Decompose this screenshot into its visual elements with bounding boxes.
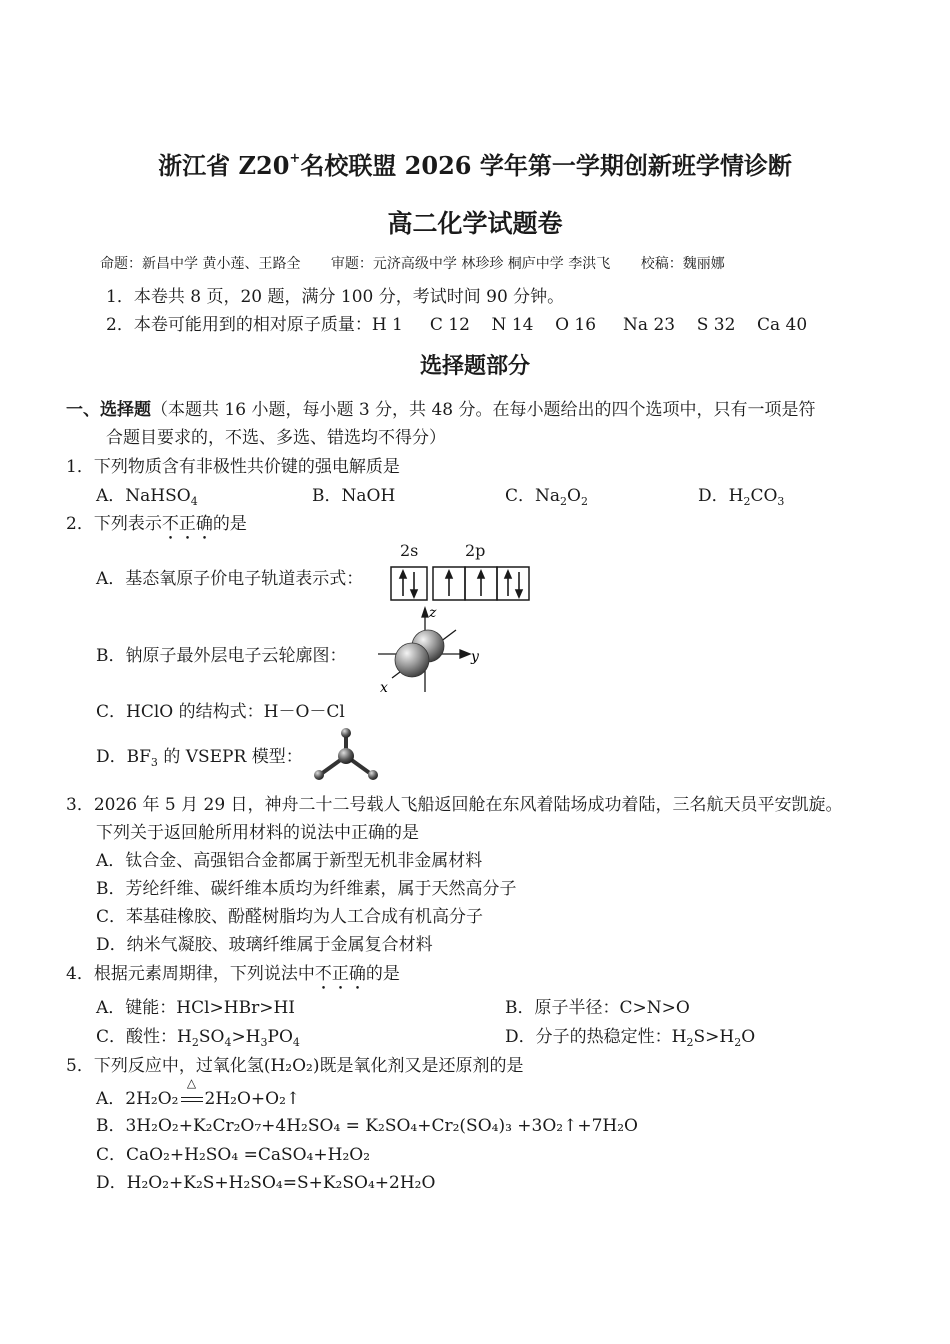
axis-z-label: z xyxy=(429,605,437,621)
heat-condition xyxy=(180,1076,204,1109)
q4-c-s2: 4 xyxy=(224,1036,232,1049)
q1-d-pre: D．H xyxy=(698,486,744,506)
q1-c-mid: O xyxy=(567,486,581,506)
part1-desc2: 合题目要求的，不选、多选、错选均不得分） xyxy=(106,428,446,448)
proposer: 命题：新昌中学 黄小莲、王路全 xyxy=(100,256,301,272)
q2-stem-emphasis: 不正确 xyxy=(161,514,213,534)
q1-option-a xyxy=(96,481,198,506)
q4-d-m2: O xyxy=(741,1027,756,1047)
q4-stem-pre: 4．根据元素周期律，下列说法中 xyxy=(66,964,315,984)
q2-option-b: B．钠原子最外层电子云轮廓图： xyxy=(96,646,347,666)
q5-option-a xyxy=(96,1076,301,1109)
q4-c-pre: C．酸性：H xyxy=(96,1027,192,1047)
q5-a-post: 2H₂O+O₂↑ xyxy=(204,1089,301,1109)
q1-d-sub2: 3 xyxy=(777,495,785,508)
orbital-label-2s: 2s xyxy=(400,541,419,560)
exam-subtitle: 高二化学试题卷 xyxy=(387,209,563,238)
f-atom-top xyxy=(341,728,351,738)
axis-x-label: x xyxy=(380,680,388,696)
author-line xyxy=(100,253,751,273)
q4-d-s1: 2 xyxy=(686,1036,694,1049)
q4-stem-post: 的是 xyxy=(365,964,400,984)
title-sup: + xyxy=(289,151,301,166)
q4-c-m2: >H xyxy=(231,1027,261,1047)
q4-stem xyxy=(66,959,400,994)
q4-option-d xyxy=(505,1022,755,1047)
q3-option-b: B．芳纶纤维、碳纤维本质均为纤维素，属于天然高分子 xyxy=(96,879,517,899)
q1-c-sub1: 2 xyxy=(560,495,568,508)
orbital-box-2s xyxy=(391,567,427,600)
orbital-label-2p: 2p xyxy=(465,541,486,560)
q2-stem-post: 的是 xyxy=(212,514,247,534)
bf3-vsepr-model xyxy=(306,725,386,785)
section-title: 选择题部分 xyxy=(419,353,530,379)
q2-option-d xyxy=(96,742,303,767)
q5-option-d: D．H₂O₂+K₂S+H₂SO₄=S+K₂SO₄+2H₂O xyxy=(96,1173,436,1193)
q2-stem-pre: 2．下列表示 xyxy=(66,514,162,534)
q2-stem xyxy=(66,509,247,544)
q4-stem-emphasis: 不正确 xyxy=(314,964,366,984)
q4-d-s2: 2 xyxy=(734,1036,742,1049)
exam-title xyxy=(0,146,950,181)
q4-option-c xyxy=(96,1022,300,1047)
reviewer: 审题：元济高级中学 林珍珍 桐庐中学 李洪飞 xyxy=(330,256,611,272)
q5-stem: 5．下列反应中，过氧化氢(H₂O₂)既是氧化剂又是还原剂的是 xyxy=(66,1056,524,1076)
title-post: 名校联盟 2026 学年第一学期创新班学情诊断 xyxy=(300,151,792,180)
q1-d-sub1: 2 xyxy=(743,495,751,508)
proofreader: 校稿：魏丽娜 xyxy=(640,256,725,272)
q3-option-a: A．钛合金、高强铝合金都属于新型无机非金属材料 xyxy=(96,851,483,871)
q3-option-c: C．苯基硅橡胶、酚醛树脂均为人工合成有机高分子 xyxy=(96,907,484,927)
q4-option-b: B．原子半径：C>N>O xyxy=(505,998,690,1018)
q4-c-s4: 4 xyxy=(292,1036,300,1049)
part1-heading xyxy=(66,395,816,420)
q5-option-c: C．CaO₂+H₂SO₄ =CaSO₄+H₂O₂ xyxy=(96,1145,371,1165)
q4-option-a: A．键能：HCl>HBr>HI xyxy=(96,998,296,1018)
q1-option-b: B．NaOH xyxy=(312,486,396,506)
q3-option-d: D．纳米气凝胶、玻璃纤维属于金属复合材料 xyxy=(96,935,433,955)
orbital-box-2p-3 xyxy=(497,567,529,600)
q4-c-s3: 3 xyxy=(260,1036,268,1049)
q1-option-d xyxy=(698,481,784,506)
q2-option-c: C．HClO 的结构式：H－O－Cl xyxy=(96,702,345,722)
q4-c-m3: PO xyxy=(267,1027,293,1047)
heat-symbol: △ xyxy=(186,1076,197,1090)
sodium-orbital-figure xyxy=(370,604,490,696)
q1-c-pre: C．Na xyxy=(505,486,561,506)
p-lobe-front xyxy=(395,643,429,677)
q4-c-s1: 2 xyxy=(191,1036,199,1049)
q5-a-pre: A．2H₂O₂ xyxy=(96,1089,179,1109)
orbital-diagram xyxy=(390,566,532,602)
equals-sign xyxy=(181,1097,203,1102)
q2-d-post: 的 VSEPR 模型： xyxy=(157,747,303,767)
note-1: 1．本卷共 8 页，20 题，满分 100 分，考试时间 90 分钟。 xyxy=(106,287,565,307)
q4-d-pre: D．分子的热稳定性：H xyxy=(505,1027,687,1047)
q1-d-mid: CO xyxy=(750,486,778,506)
q2-d-sub: 3 xyxy=(150,756,158,769)
title-pre: 浙江省 Z20 xyxy=(158,151,290,180)
q1-a-text: A．NaHSO xyxy=(96,486,191,506)
note-2: 2．本卷可能用到的相对原子质量：H 1 C 12 N 14 O 16 Na 23 S 32 Ca 40 xyxy=(106,315,808,335)
q4-d-m1: S>H xyxy=(693,1027,735,1047)
q1-c-sub2: 2 xyxy=(580,495,588,508)
q3-stem-1: 3．2026 年 5 月 29 日，神舟二十二号载人飞船返回舱在东风着陆场成功着陆，三名航天员平安凯旋。 xyxy=(66,795,843,815)
q5-option-b: B．3H₂O₂+K₂Cr₂O₇+4H₂SO₄ = K₂SO₄+Cr₂(SO₄)₃ +3O₂↑+7H₂O xyxy=(96,1116,638,1136)
q1-stem: 1．下列物质含有非极性共价键的强电解质是 xyxy=(66,457,400,477)
q1-option-c xyxy=(505,481,588,506)
b-atom-center xyxy=(338,748,354,764)
part1-label: 一、选择题 xyxy=(66,400,151,420)
f-atom-left xyxy=(314,770,324,780)
q1-a-sub: 4 xyxy=(190,495,198,508)
q4-c-m1: SO xyxy=(198,1027,225,1047)
q3-stem-2: 下列关于返回舱所用材料的说法中正确的是 xyxy=(96,823,419,843)
axis-y-label: y xyxy=(471,649,479,665)
q2-option-a: A．基态氧原子价电子轨道表示式： xyxy=(96,569,364,589)
q2-d-pre: D．BF xyxy=(96,747,151,767)
part1-desc1: （本题共 16 小题，每小题 3 分，共 48 分。在每小题给出的四个选项中，只有一项是符 xyxy=(151,400,816,420)
f-atom-right xyxy=(368,770,378,780)
